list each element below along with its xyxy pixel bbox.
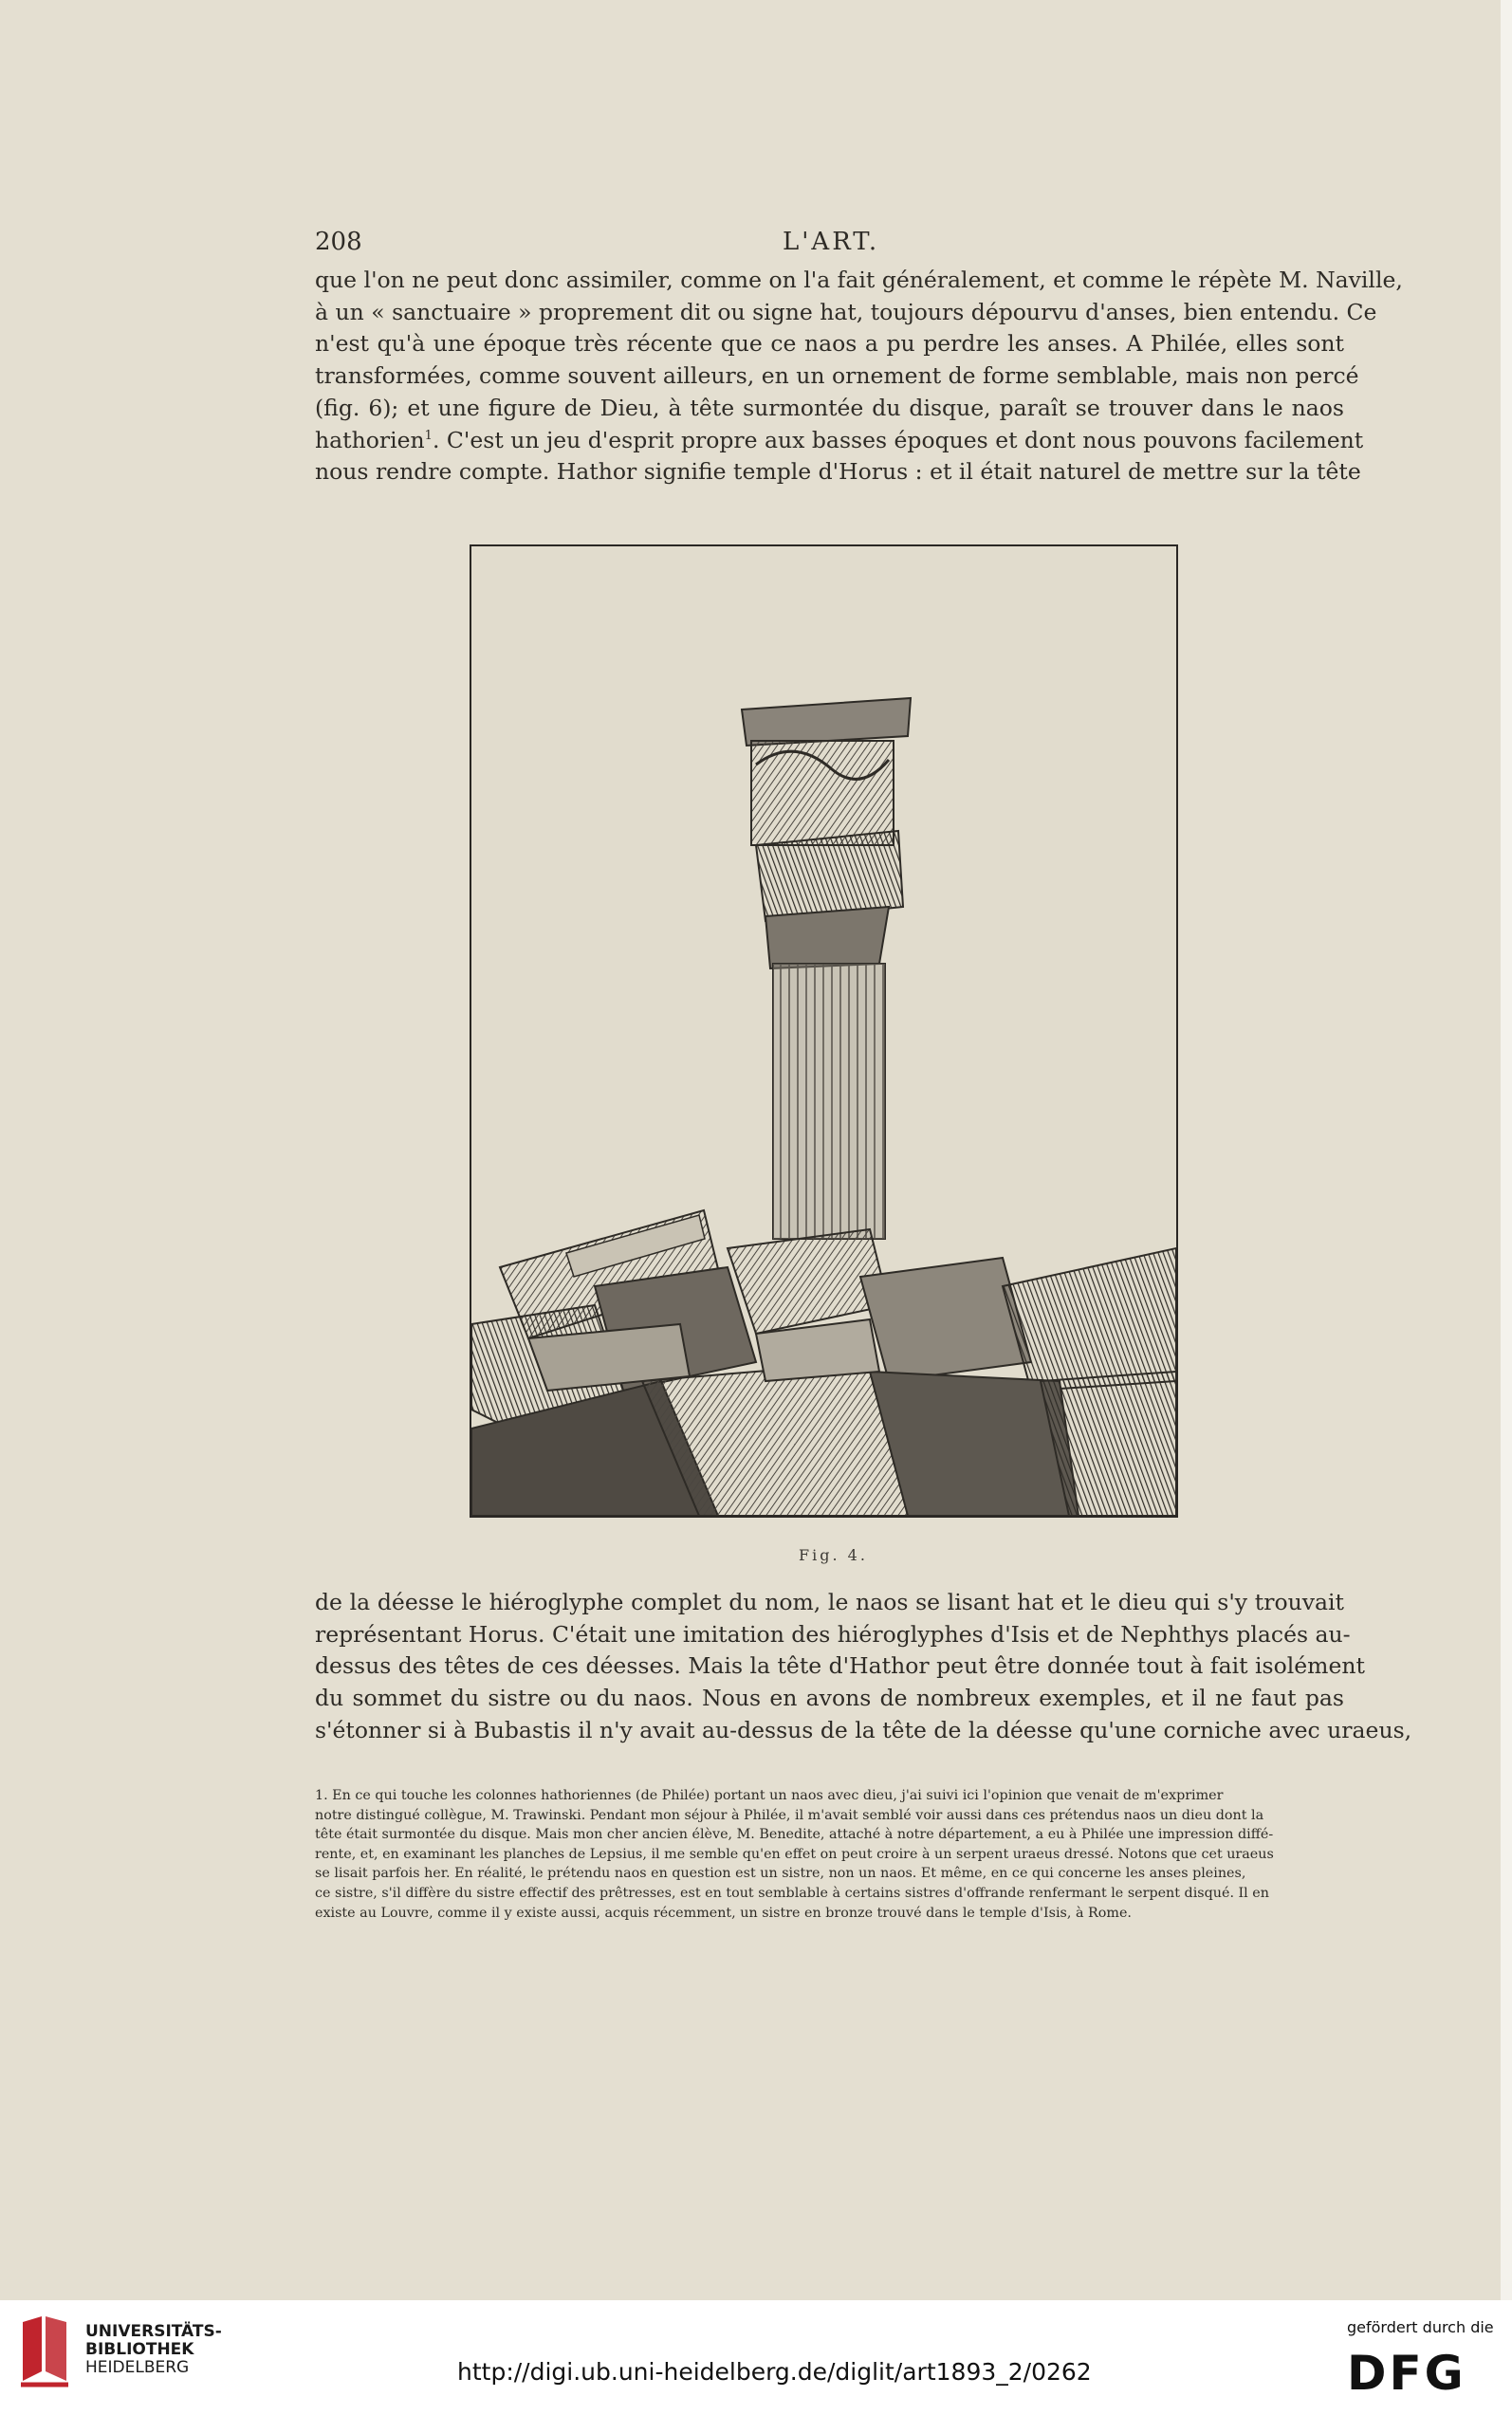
- library-name: [85, 2323, 222, 2377]
- footnote-line: se lisait parfois her. En réalité, le prétendu naos en question est un sistre, non un naos. Et même, en ce qui concerne les anses pleines,: [315, 1866, 1246, 1882]
- text-line: que l'on ne peut donc assimiler, comme on l'a fait généralement, et comme le répète M. Naville,: [315, 267, 1403, 293]
- footnote-line: ce sistre, s'il diffère du sistre effectif des prêtresses, est en tout semblable à certains sistres d'offrande renfermant le serpent disqué. Il en: [315, 1885, 1269, 1901]
- text-line: à un « sanctuaire » proprement dit ou signe hat, toujours dépourvu d'anses, bien entendu. Ce: [315, 298, 1377, 325]
- column-ruins-illustration: [471, 546, 1176, 1516]
- text-line: (fig. 6); et une figure de Dieu, à tête surmontée du disque, paraît se trouver dans le naos: [315, 394, 1344, 421]
- library-name-line: BIBLIOTHEK: [85, 2340, 194, 2359]
- dfg-logo: DFG: [1347, 2346, 1466, 2401]
- text-line: de la déesse le hiéroglyphe complet du nom, le naos se lisant hat et le dieu qui s'y trouvait: [315, 1589, 1344, 1615]
- footnote: [315, 1786, 1344, 1923]
- footnote-line: existe au Louvre, comme il y existe aussi, acquis récemment, un sistre en bronze trouvé dans le temple d'Isis, à Rome.: [315, 1905, 1132, 1921]
- text-line: dessus des têtes de ces déesses. Mais la tête d'Hathor peut être donnée tout à fait isolément: [315, 1652, 1365, 1680]
- text-line: n'est qu'à une époque très récente que ce naos a pu perdre les anses. A Philée, elles sont: [315, 330, 1344, 358]
- text-fragment: C'est un jeu d'esprit propre aux basses époques et dont nous pouvons facilement: [446, 426, 1364, 453]
- text-line: représentant Horus. C'était une imitation des hiéroglyphes d'Isis et de Nephthys placés au-: [315, 1620, 1351, 1648]
- footnote-line: notre distingué collègue, M. Trawinski. Pendant mon séjour à Philée, il m'avait semblé voir aussi dans ces prétendus naos un dieu dont la: [315, 1807, 1264, 1823]
- text-line: nous rendre compte. Hathor signifie temple d'Horus : et il était naturel de mettre sur la tête: [315, 458, 1361, 486]
- funding-note: gefördert durch die: [1347, 2318, 1494, 2336]
- paragraph-2: [315, 1587, 1412, 1747]
- running-title: L'ART.: [783, 228, 880, 256]
- footnote-line: 1. En ce qui touche les colonnes hathoriennes (de Philée) portant un naos avec dieu, j'ai suivi ici l'opinion que venait de m'exprimer: [315, 1788, 1224, 1803]
- footnote-line: rente, et, en examinant les planches de Lepsius, il me semble qu'en effet on peut croire à un serpent uraeus dressé. Notons que cet uraeus: [315, 1846, 1274, 1862]
- figure-engraving: [470, 544, 1178, 1518]
- library-name-line: UNIVERSITÄTS-: [85, 2322, 222, 2341]
- text-fragment: hathorien: [315, 426, 425, 453]
- text-line: transformées, comme souvent ailleurs, en un ornement de forme semblable, mais non percé: [315, 362, 1359, 390]
- footnote-reference[interactable]: 1: [424, 428, 433, 443]
- text-line: du sommet du sistre ou du naos. Nous en avons de nombreux exemples, et il ne faut pas: [315, 1685, 1344, 1712]
- library-name-line: HEIDELBERG: [85, 2358, 190, 2377]
- text-line: hathorien$^1$. C'est un jeu d'esprit propre aux basses époques et dont nous pouvons facilement: [315, 426, 1364, 453]
- paragraph-1: [315, 265, 1403, 489]
- permalink-url[interactable]: http://digi.ub.uni-heidelberg.de/diglit/art1893_2/0262: [457, 2358, 1092, 2386]
- university-library-logo-icon: [13, 2314, 76, 2394]
- footnote-line: tête était surmontée du disque. Mais mon cher ancien élève, M. Benedite, attaché à notre département, a eu à Philée une impression diffé-: [315, 1827, 1274, 1843]
- figure-caption: Fig. 4.: [799, 1546, 868, 1564]
- page-number: 208: [315, 228, 362, 256]
- page-edge: [1501, 0, 1512, 2300]
- text-line: s'étonner si à Bubastis il n'y avait au-dessus de la tête de la déesse qu'une corniche avec uraeus,: [315, 1716, 1412, 1743]
